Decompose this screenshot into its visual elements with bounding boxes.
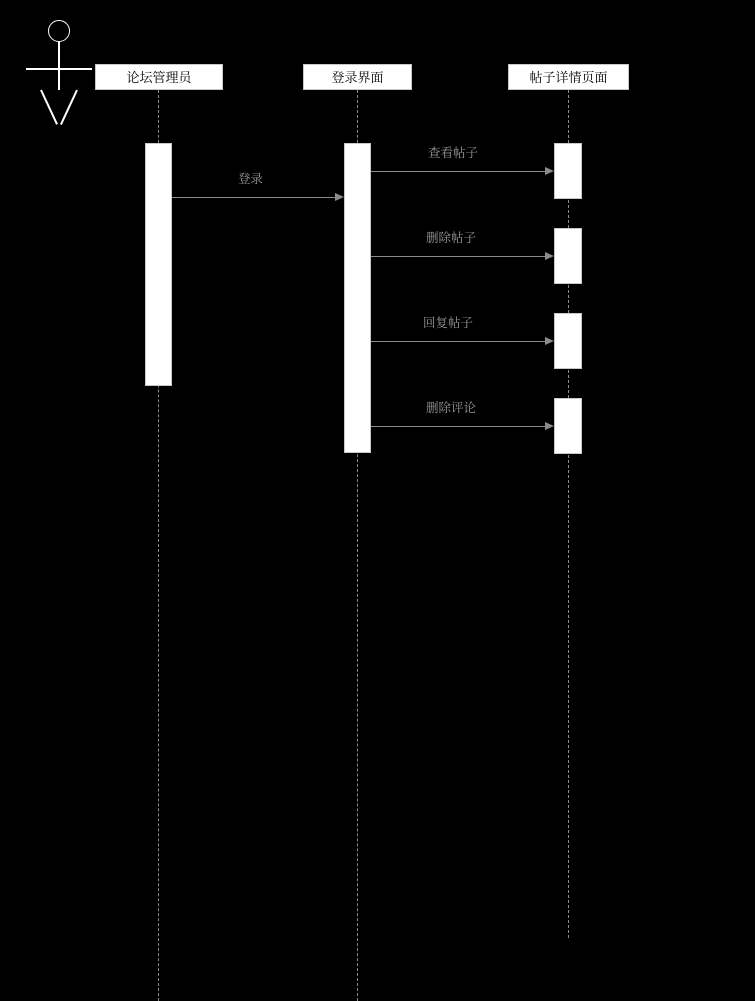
activation-bar-post-4[interactable] <box>554 398 582 454</box>
message-line <box>172 197 335 198</box>
actor-body-icon <box>58 42 60 90</box>
actor-left-leg-icon <box>40 90 58 125</box>
message-label: 删除帖子 <box>426 230 477 245</box>
activation-bar-login[interactable] <box>344 143 371 453</box>
activation-bar-admin[interactable] <box>145 143 172 386</box>
message-view-post[interactable] <box>371 145 554 179</box>
activation-bar-post-2[interactable] <box>554 228 582 284</box>
message-delete-comment[interactable] <box>371 400 554 434</box>
message-arrowhead-icon <box>545 167 554 175</box>
message-line <box>371 256 545 257</box>
message-label: 查看帖子 <box>428 145 479 160</box>
activation-bar-post-3[interactable] <box>554 313 582 369</box>
message-reply-post[interactable] <box>371 315 554 349</box>
lifeline-line-post <box>568 90 569 938</box>
message-login[interactable] <box>172 171 344 205</box>
message-label: 删除评论 <box>426 400 477 415</box>
actor-head-icon <box>48 20 70 42</box>
message-label: 回复帖子 <box>423 315 474 330</box>
message-line <box>371 171 545 172</box>
message-line <box>371 426 545 427</box>
actor-arms-icon <box>26 68 92 70</box>
message-delete-post[interactable] <box>371 230 554 264</box>
actor-right-leg-icon <box>60 90 78 125</box>
message-line <box>371 341 545 342</box>
activation-bar-post-1[interactable] <box>554 143 582 199</box>
message-arrowhead-icon <box>545 252 554 260</box>
lifeline-header-post[interactable]: 帖子详情页面 <box>508 64 629 90</box>
stick-figure-actor-icon <box>26 20 94 130</box>
lifeline-header-login[interactable]: 登录界面 <box>303 64 412 90</box>
message-label: 登录 <box>238 171 264 186</box>
lifeline-header-admin[interactable]: 论坛管理员 <box>95 64 223 90</box>
message-arrowhead-icon <box>335 193 344 201</box>
message-arrowhead-icon <box>545 337 554 345</box>
message-arrowhead-icon <box>545 422 554 430</box>
